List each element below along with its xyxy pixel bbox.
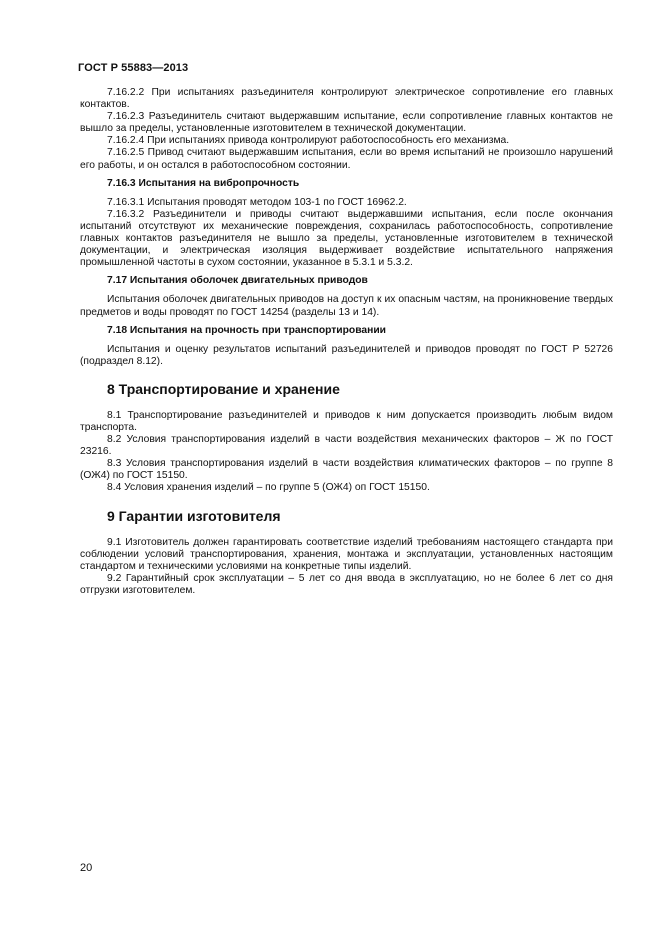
page-number: 20 xyxy=(80,862,93,874)
heading-section-9: 9 Гарантии изготовителя xyxy=(107,507,281,524)
paragraph-9-2: 9.2 Гарантийный срок эксплуатации – 5 лет со дня ввода в эксплуатацию, но не более 6 лет со дня отгрузки изготовителем. xyxy=(80,572,613,596)
heading-7-16-3: 7.16.3 Испытания на вибропрочность xyxy=(107,177,300,189)
paragraph-7-16-2-3: 7.16.2.3 Разъединитель считают выдержавшим испытание, если сопротивление главных контактов не вышло за пределы, установленные изготовителем в технической документации. xyxy=(80,111,613,135)
heading-section-8: 8 Транспортирование и хранение xyxy=(107,380,340,397)
paragraph-7-16-2-5: 7.16.2.5 Привод считают выдержавшим испытания, если во время испытаний не произошло нарушений его работы, и он остался в работоспособном состоянии. xyxy=(80,147,613,171)
paragraph-7-16-3-2: 7.16.3.2 Разъединители и приводы считают выдержавшими испытания, если после окончания испытаний отсутствуют их механические повреждения, сохранилась работоспособность, сопротивление главных контактов разъединителя не вышло за пределы, установленные изготовителем в технической документации, и электрическая изоляция выдерживает воздействие испытательного напряжения промышленной частоты в сухом состоянии, указанное в 5.3.1 и 5.3.2. xyxy=(80,208,613,269)
paragraph-8-4: 8.4 Условия хранения изделий – по группе 5 (ОЖ4) оп ГОСТ 15150. xyxy=(107,482,430,494)
paragraph-8-2: 8.2 Условия транспортирования изделий в части воздействия механических факторов – Ж по ГОСТ 23216. xyxy=(80,434,613,458)
heading-7-17: 7.17 Испытания оболочек двигательных приводов xyxy=(107,275,368,287)
paragraph-7-16-3-1: 7.16.3.1 Испытания проводят методом 103-1 по ГОСТ 16962.2. xyxy=(107,196,407,208)
paragraph-7-17: Испытания оболочек двигательных приводов на доступ к их опасным частям, на проникновение твердых предметов и воды проводят по ГОСТ 14254 (разделы 13 и 14). xyxy=(80,294,613,318)
heading-7-18: 7.18 Испытания на прочность при транспортировании xyxy=(107,324,387,336)
paragraph-8-1: 8.1 Транспортирование разъединителей и приводов к ним допускается производить любым видом транспорта. xyxy=(80,409,613,433)
paragraph-9-1: 9.1 Изготовитель должен гарантировать соответствие изделий требованиям настоящего стандарта при соблюдении условий транспортирования, хранения, монтажа и эксплуатации, установленных настоящим стандартом и техническими условиями на конкретные типы изделий. xyxy=(80,536,613,572)
paragraph-7-16-2-2: 7.16.2.2 При испытаниях разъединителя контролируют электрическое сопротивление его главных контактов. xyxy=(80,87,613,111)
document-header: ГОСТ Р 55883—2013 xyxy=(78,62,189,74)
paragraph-8-3: 8.3 Условия транспортирования изделий в части воздействия климатических факторов – по группе 8 (ОЖ4) по ГОСТ 15150. xyxy=(80,458,613,482)
paragraph-7-18: Испытания и оценку результатов испытаний разъединителей и приводов проводят по ГОСТ Р 52726 (подраздел 8.12). xyxy=(80,343,613,367)
paragraph-7-16-2-4: 7.16.2.4 При испытаниях привода контролируют работоспособность его механизма. xyxy=(107,135,510,147)
page-body xyxy=(80,87,613,597)
